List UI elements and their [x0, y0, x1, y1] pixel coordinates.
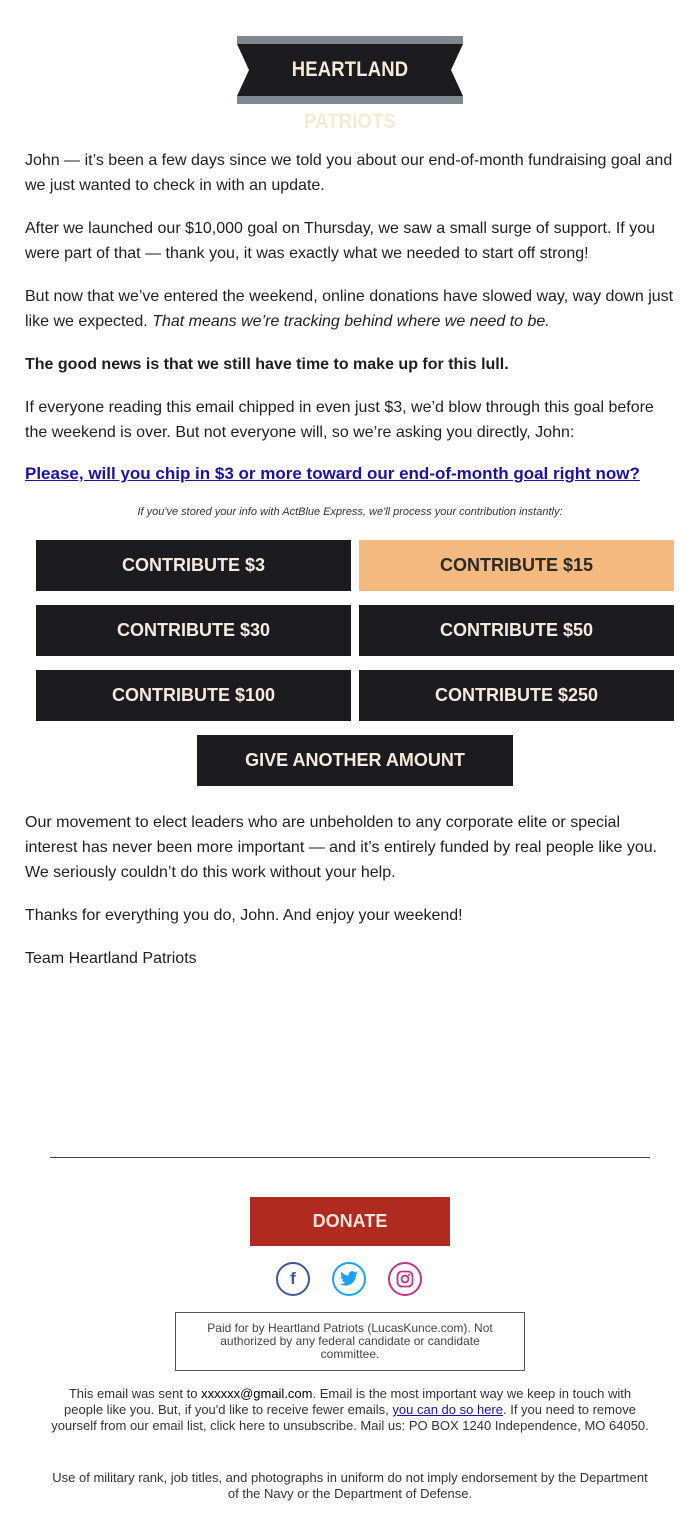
paragraph-movement-text: Our movement to elect leaders who are unbeholden to any corporate elite or special interest has never been more important — and it’s entirely funded by real people like you. We seriously couldn’t do this work without your help. — [25, 814, 658, 881]
instagram-icon[interactable] — [388, 1262, 422, 1296]
footer-divider — [50, 1157, 650, 1158]
paragraph-weekend-text — [25, 284, 675, 334]
heartland-patriots-logo — [237, 36, 463, 133]
facebook-icon[interactable]: f — [276, 1262, 310, 1296]
logo-right-notch — [451, 44, 463, 96]
good-news-text: The good news is that we still have time to make up for this lull. — [25, 356, 509, 373]
chip-in-link[interactable]: Please, will you chip in $3 or more toward our end-of-month goal right now? — [25, 464, 640, 483]
paragraph-movement — [25, 810, 675, 885]
contribute-250-button[interactable]: CONTRIBUTE $250 — [359, 670, 674, 721]
footer-importance-text: . Email is the most important way we keep in touch with people like you. But, if you'd like to receive fewer emails, — [64, 1386, 632, 1417]
signature — [25, 946, 675, 971]
paragraph-goal — [25, 216, 675, 266]
twitter-icon[interactable] — [332, 1262, 366, 1296]
logo-top-stripe — [237, 36, 463, 44]
signature-text: Team Heartland Patriots — [25, 950, 197, 967]
paragraph-intro-text: John — it’s been a few days since we told you about our end-of-month fundraising goal and we just wanted to check in with an update. — [25, 152, 673, 194]
contribute-100-button[interactable]: CONTRIBUTE $100 — [36, 670, 351, 721]
paragraph-ask-text: If everyone reading this email chipped in even just $3, we’d blow through this goal before the weekend is over. But not everyone will, so we’re asking you directly, John: — [25, 399, 654, 441]
paragraph-intro — [25, 148, 675, 198]
donate-button[interactable]: DONATE — [250, 1197, 450, 1246]
paragraph-goal-text: After we launched our $10,000 goal on Thursday, we saw a small surge of support. If you were part of that — thank you, it was exactly what we needed to start off strong! — [25, 220, 655, 262]
footer-military-disclaimer: Use of military rank, job titles, and photographs in uniform do not imply endorsement by the Department of the Navy or the Department of Defense. — [52, 1470, 648, 1501]
contribute-30-button[interactable]: CONTRIBUTE $30 — [36, 605, 351, 656]
twitter-bird-glyph — [340, 1271, 358, 1286]
paragraph-ask — [25, 395, 675, 445]
give-another-amount-button[interactable]: GIVE ANOTHER AMOUNT — [197, 735, 513, 786]
footer-sent-to-text: This email was sent to — [68, 1386, 202, 1401]
footer-email-notice — [50, 1386, 650, 1434]
contribute-3-button[interactable]: CONTRIBUTE $3 — [36, 540, 351, 591]
contribute-15-button[interactable]: CONTRIBUTE $15 — [359, 540, 674, 591]
contribute-50-button[interactable]: CONTRIBUTE $50 — [359, 605, 674, 656]
actblue-express-note: If you've stored your info with ActBlue Express, we'll process your contribution instantly: — [137, 506, 563, 518]
fewer-emails-link[interactable]: you can do so here — [392, 1402, 503, 1417]
logo-bottom-stripe — [237, 96, 463, 104]
logo-text: HEARTLAND PATRIOTS — [291, 58, 409, 133]
paragraph-good-news — [25, 352, 675, 377]
paragraph-thanks-text: Thanks for everything you do, John. And enjoy your weekend! — [25, 907, 463, 924]
footer-unsubscribe-text: . If you need to remove yourself from our email list, click here to unsubscribe. Mail us: PO BOX 1240 Independence, MO 64050. — [51, 1402, 649, 1433]
footer-recipient-email: xxxxxx@gmail.com — [201, 1386, 313, 1401]
weekend-italic-text: That means we’re tracking behind where we need to be. — [152, 313, 550, 330]
paragraph-weekend — [25, 284, 675, 334]
paid-for-disclaimer: Paid for by Heartland Patriots (LucasKunce.com). Not authorized by any federal candidate or candidate committee. — [175, 1312, 525, 1371]
paragraph-thanks — [25, 903, 675, 928]
logo-left-notch — [237, 44, 249, 96]
instagram-glyph — [396, 1270, 414, 1288]
weekend-normal-text: But now that we’ve entered the weekend, online donations have slowed way, way down just like we expected. — [25, 288, 674, 330]
